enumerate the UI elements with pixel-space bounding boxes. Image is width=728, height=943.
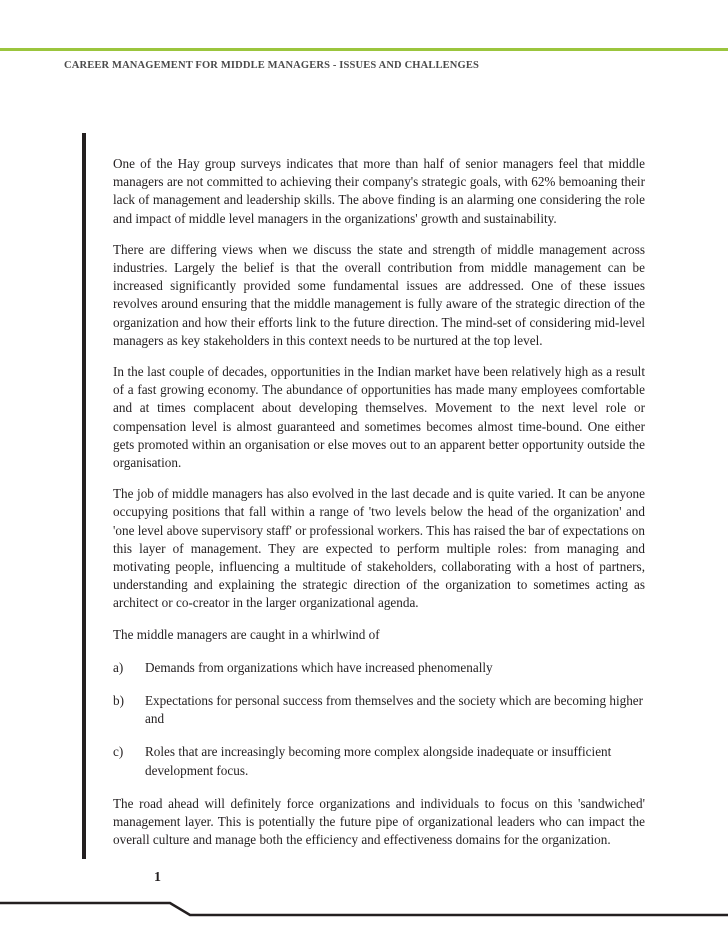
- paragraph-differing-views: There are differing views when we discuss the state and strength of middle management across industries. Largely the belief is that the overall contribution from middle management can be increased significantly provided some fundamental issues are addressed. One of these issues revolves around ensuring that the middle management is fully aware of the strategic direction of the organization and how their efforts link to the future direction. The mind-set of considering mid-level managers as key stakeholders in this context needs to be nurtured at the top level.: [113, 241, 645, 348]
- list-item-text: Demands from organizations which have increased phenomenally: [145, 659, 493, 675]
- article-body: [113, 155, 645, 850]
- paragraph-indian-market: In the last couple of decades, opportunities in the Indian market have been relatively high as a result of a fast growing economy. The abundance of opportunities has made many employees comfortable and at times complacent about developing themselves. Movement to the next level role or compensation level is almost guaranteed and sometimes becomes almost time-bound. One either gets promoted within an organisation or else moves out to an apparent better opportunity outside the organisation.: [113, 364, 645, 471]
- list-item-text: Roles that are increasingly becoming more complex alongside inadequate or insufficient development focus.: [145, 744, 612, 778]
- footer-rule: [0, 901, 728, 941]
- header-rule: [0, 48, 728, 51]
- list-item: [113, 692, 645, 728]
- list-marker: a): [113, 659, 124, 675]
- paragraph-road-ahead: The road ahead will definitely force organizations and individuals to focus on this 'sandwiched' management layer. This is potentially the future pipe of organizational leaders who can impact the overall culture and manage both the efficiency and effectiveness domains for the organization.: [113, 795, 645, 848]
- running-header-title: CAREER MANAGEMENT FOR MIDDLE MANAGERS - ISSUES AND CHALLENGES: [64, 60, 480, 71]
- paragraph-job-evolution: The job of middle managers has also evolved in the last decade and is quite varied. It can be anyone occupying positions that fall within a range of 'two levels below the head of the organization' and 'one level above supervisory staff' or professional workers. This has raised the bar of expectations on this layer of management. They are expected to perform multiple roles: from managing and motivating people, influencing a multitude of stakeholders, collaborating with a host of partners, understanding and explaining the strategic direction of the organization to sometimes acting as architect or co-creator in the larger organizational agenda.: [113, 486, 645, 611]
- page-number: 1: [154, 870, 161, 885]
- list-marker: c): [113, 744, 124, 760]
- list-marker: b): [113, 693, 124, 709]
- list-intro: The middle managers are caught in a whirlwind of: [113, 626, 380, 642]
- paragraph-hay-survey: One of the Hay group surveys indicates that more than half of senior managers feel that middle managers are not committed to achieving their company's strategic goals, with 62% bemoaning their lack of management and leadership skills. The above finding is an alarming one considering the role and impact of middle level managers in the organizations' growth and sustainability.: [113, 156, 645, 226]
- list-item: [113, 743, 645, 779]
- list-item: [113, 659, 645, 677]
- left-margin-bar: [82, 133, 86, 859]
- list-item-text: Expectations for personal success from themselves and the society which are becoming higher and: [145, 693, 644, 727]
